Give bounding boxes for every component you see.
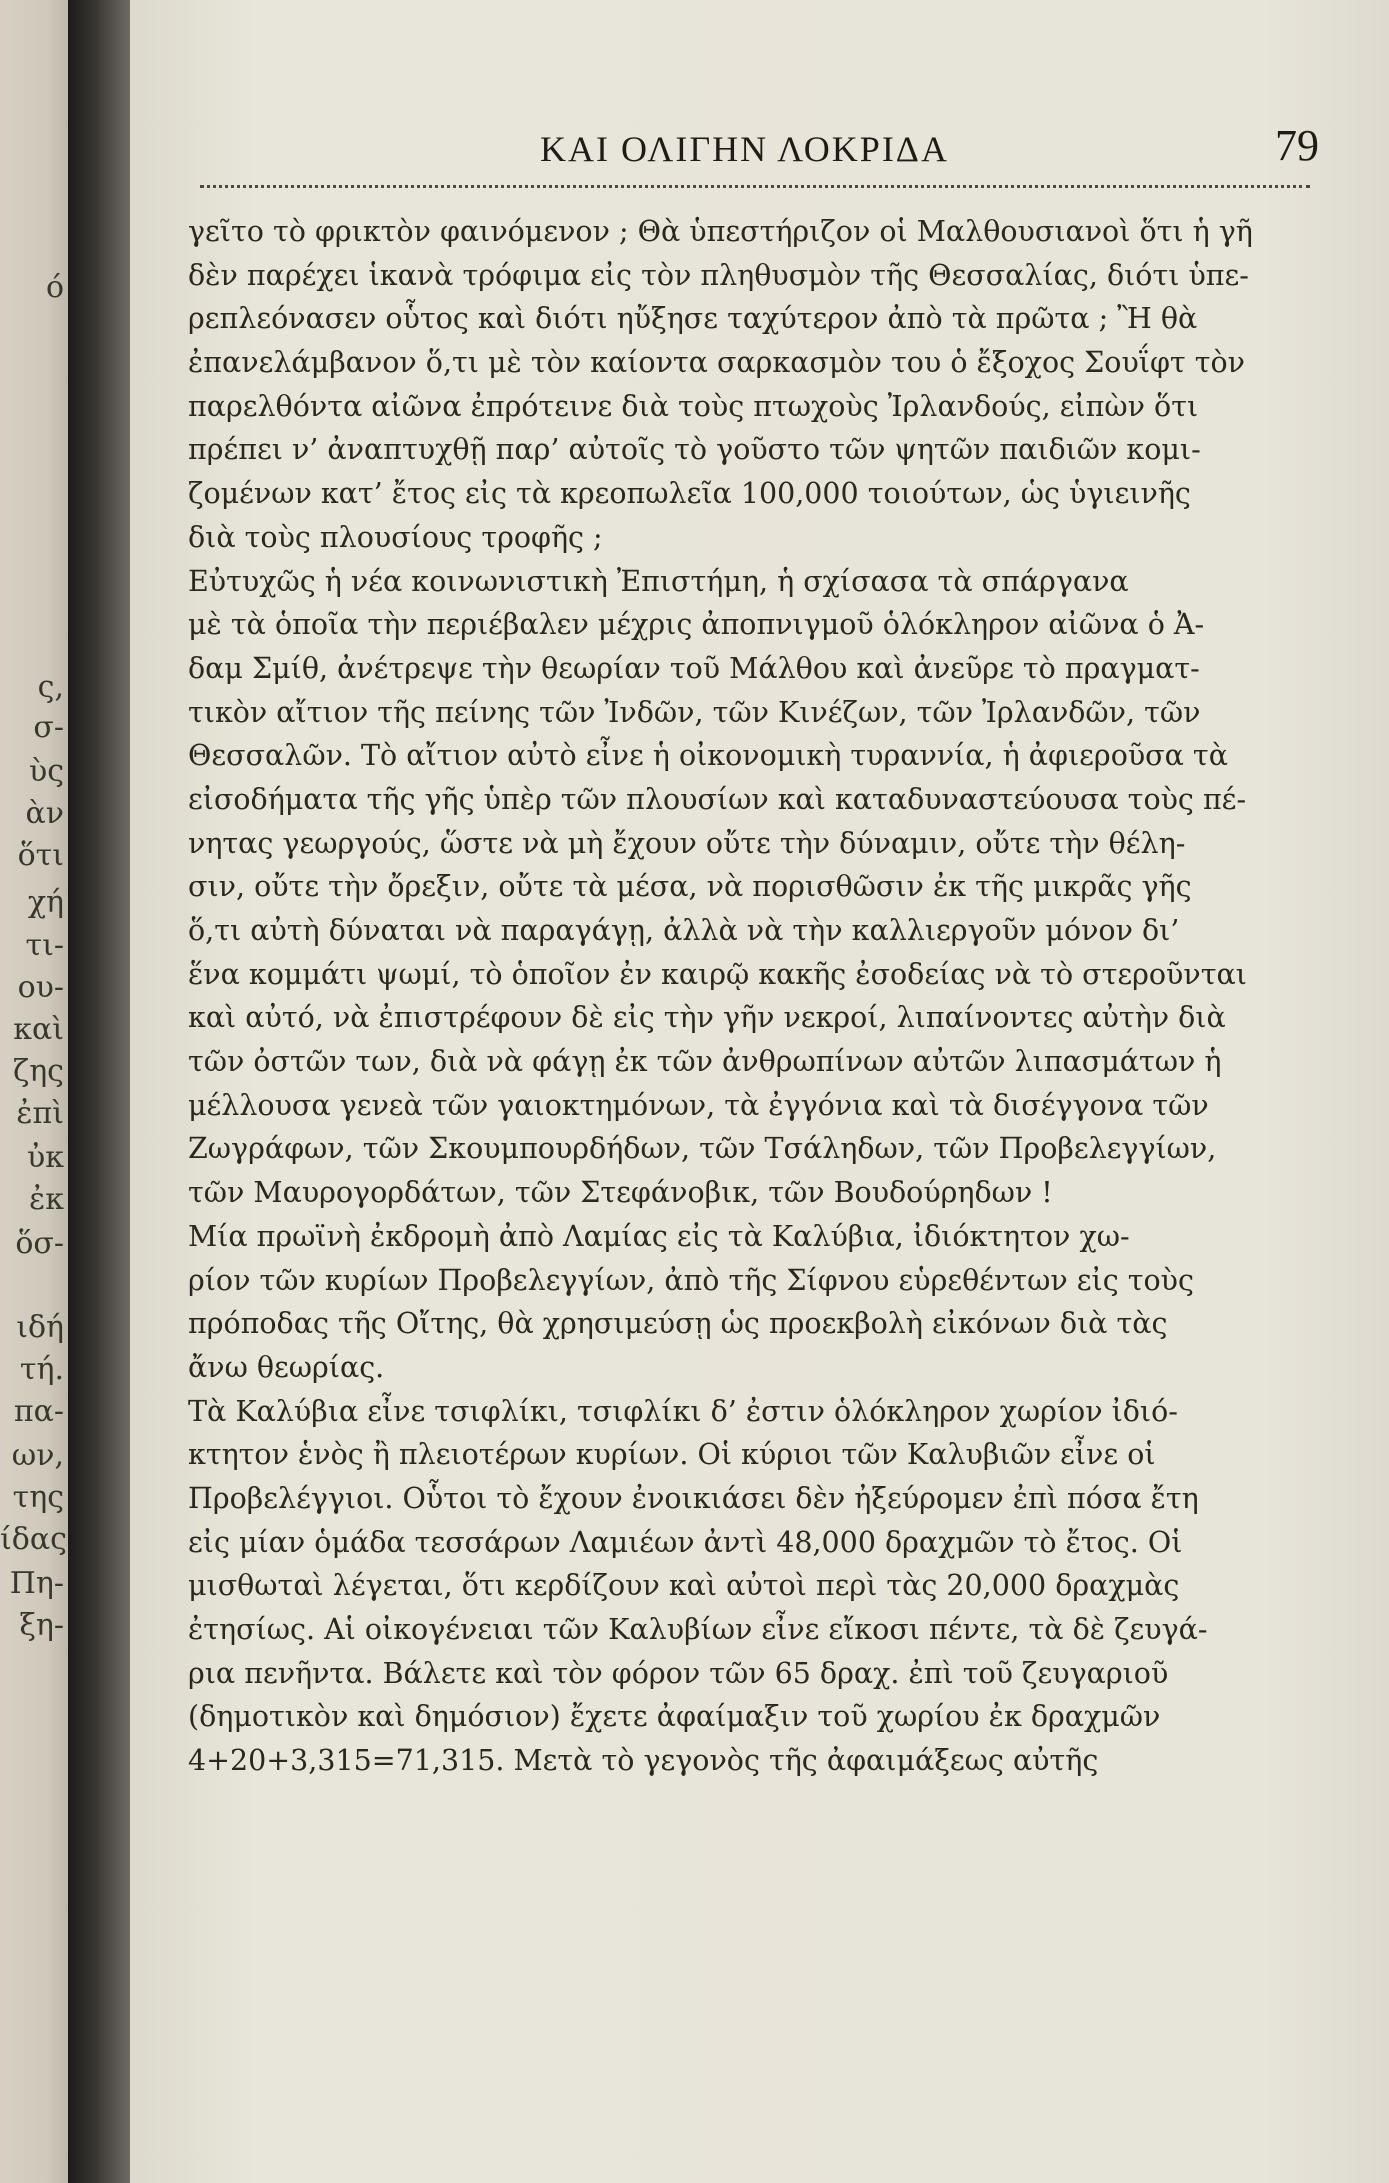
- facing-page-fragment: ων,: [11, 1438, 64, 1473]
- facing-page-fragment: χή: [27, 885, 64, 920]
- facing-page-fragment: Πη‑: [9, 1566, 64, 1601]
- facing-page-fragment: ὐκ: [27, 1140, 64, 1175]
- facing-page-fragment: ου‑: [17, 970, 64, 1005]
- text-line: Τὰ Καλύβια εἶνε τσιφλίκι, τσιφλίκι δ’ ἐστιν ὁλόκληρον χωρίον ἰδιό‑: [188, 1394, 1178, 1428]
- text-line: μισθωταὶ λέγεται, ὅτι κερδίζουν καὶ αὐτοὶ περὶ τὰς 20,000 δραχμὰς: [188, 1569, 1180, 1603]
- text-line: (δημοτικὸν καὶ δημόσιον) ἔχετε ἀφαίμαξιν τοῦ χωρίου ἐκ δραχμῶν: [188, 1700, 1161, 1734]
- running-head-title: ΚΑΙ ΟΛΙΓΗΝ ΛΟΚΡΙΔΑ: [540, 129, 949, 169]
- body-text: [188, 210, 1313, 1783]
- text-line: ὅ,τι αὐτὴ δύναται νὰ παραγάγῃ, ἀλλὰ νὰ τὴν καλλιεργοῦν μόνον δι’: [188, 914, 1180, 947]
- text-line: Προβελέγγιοι. Οὗτοι τὸ ἔχουν ἐνοικιάσει δὲν ἠξεύρομεν ἐπὶ πόσα ἔτη: [188, 1481, 1199, 1515]
- text-line: μὲ τὰ ὁποῖα τὴν περιέβαλεν μέχρις ἀποπνιγμοῦ ὁλόκληρον αἰῶνα ὁ Ἀ‑: [188, 608, 1205, 642]
- facing-page-fragment: ς,: [37, 670, 64, 705]
- text-line: ἕνα κομμάτι ψωμί, τὸ ὁποῖον ἐν καιρῷ κακῆς ἐσοδείας νὰ τὸ στεροῦνται: [188, 957, 1247, 991]
- text-line: ρια πενῆντα. Βάλετε καὶ τὸν φόρον τῶν 65 δραχ. ἐπὶ τοῦ ζευγαριοῦ: [188, 1656, 1169, 1690]
- book-gutter: [68, 0, 130, 2183]
- running-head: [230, 120, 1389, 180]
- text-line: μέλλουσα γενεὰ τῶν γαιοκτημόνων, τὰ ἐγγόνια καὶ τὰ δισέγγονα τῶν: [188, 1088, 1209, 1122]
- header-rule: [200, 185, 1310, 188]
- facing-page-edge: [0, 0, 68, 2183]
- text-line: καὶ αὐτό, νὰ ἐπιστρέφουν δὲ εἰς τὴν γῆν νεκροί, λιπαίνοντες αὐτὴν διὰ: [188, 1001, 1226, 1035]
- text-line: Ζωγράφων, τῶν Σκουμπουρδήδων, τῶν Τσάληδων, τῶν Προβελεγγίων,: [188, 1132, 1217, 1166]
- facing-page-fragment: ἐκ: [29, 1182, 64, 1217]
- facing-page-fragment: ξη‑: [19, 1608, 64, 1643]
- text-line: 4+20+3,315=71,315. Μετὰ τὸ γεγονὸς τῆς ἀφαιμάξεως αὐτῆς: [188, 1744, 1099, 1778]
- text-line: Θεσσαλῶν. Τὸ αἴτιον αὐτὸ εἶνε ἡ οἰκονομικὴ τυραννία, ἡ ἀφιεροῦσα τὰ: [188, 739, 1228, 773]
- text-line: δαμ Σμίθ, ἀνέτρεψε τὴν θεωρίαν τοῦ Μάλθου καὶ ἀνεῦρε τὸ πραγματ‑: [188, 651, 1200, 685]
- text-line: γεῖτο τὸ φρικτὸν φαινόμενον ; Θὰ ὑπεστήριζον οἱ Μαλθουσιανοὶ ὅτι ἡ γῆ: [188, 215, 1253, 248]
- facing-page-fragment: πα‑: [13, 1394, 64, 1429]
- page-number: 79: [1275, 121, 1319, 170]
- facing-page-fragment: ὺς: [28, 754, 64, 789]
- text-line: σιν, οὔτε τὴν ὄρεξιν, οὔτε τὰ μέσα, νὰ πορισθῶσιν ἐκ τῆς μικρᾶς γῆς: [188, 870, 1192, 904]
- text-line: ἐπανελάμβανον ὅ,τι μὲ τὸν καίοντα σαρκασμὸν του ὁ ἔξοχος Σουΐφτ τὸν: [188, 346, 1245, 380]
- text-line: πρόποδας τῆς Οἴτης, θὰ χρησιμεύσῃ ὡς προεκβολὴ εἰκόνων διὰ τὰς: [188, 1307, 1168, 1341]
- text-line: Εὐτυχῶς ἡ νέα κοινωνιστικὴ Ἐπιστήμη, ἡ σχίσασα τὰ σπάργανα: [188, 564, 1129, 598]
- text-line: ζομένων κατ’ ἔτος εἰς τὰ κρεοπωλεῖα 100,000 τοιούτων, ὡς ὑγιεινῆς: [188, 477, 1191, 511]
- facing-page-fragment: ὰν: [25, 796, 64, 831]
- text-line: δὲν παρέχει ἱκανὰ τρόφιμα εἰς τὸν πληθυσμὸν τῆς Θεσσαλίας, διότι ὑπε‑: [188, 258, 1249, 292]
- text-line: τικὸν αἴτιον τῆς πείνης τῶν Ἰνδῶν, τῶν Κινέζων, τῶν Ἰρλανδῶν, τῶν: [188, 695, 1201, 729]
- facing-page-fragment: ό: [45, 270, 64, 305]
- text-line: διὰ τοὺς πλουσίους τροφῆς ;: [188, 520, 603, 554]
- text-line: πρέπει ν’ ἀναπτυχθῇ παρ’ αὐτοῖς τὸ γοῦστο τῶν ψητῶν παιδιῶν κομι‑: [188, 433, 1201, 467]
- text-line: ρίον τῶν κυρίων Προβελεγγίων, ἀπὸ τῆς Σίφνου εὑρεθέντων εἰς τοὺς: [188, 1263, 1194, 1297]
- text-line: Μία πρωϊνὴ ἐκδρομὴ ἀπὸ Λαμίας εἰς τὰ Καλύβια, ἰδιόκτητον χω‑: [188, 1219, 1130, 1253]
- facing-page-fragment: ἐπὶ: [16, 1096, 64, 1131]
- facing-page-fragment: τή.: [19, 1352, 64, 1387]
- text-line: εἰς μίαν ὁμάδα τεσσάρων Λαμιέων ἀντὶ 48,000 δραχμῶν τὸ ἔτος. Οἱ: [188, 1525, 1183, 1559]
- text-line: τῶν ὀστῶν των, διὰ νὰ φάγῃ ἐκ τῶν ἀνθρωπίνων αὐτῶν λιπασμάτων ἡ: [188, 1045, 1222, 1079]
- facing-page-fragment: ζης: [12, 1054, 64, 1089]
- facing-page-fragment: ίδας: [0, 1522, 67, 1557]
- text-line: ρεπλεόνασεν οὗτος καὶ διότι ηὔξησε ταχύτερον ἀπὸ τὰ πρῶτα ; Ἢ θὰ: [188, 302, 1198, 336]
- facing-page-fragment: ὅσ‑: [15, 1226, 64, 1261]
- facing-page-fragment: της: [12, 1480, 64, 1515]
- text-line: παρελθόντα αἰῶνα ἐπρότεινε διὰ τοὺς πτωχοὺς Ἰρλανδούς, εἰπὼν ὅτι: [188, 389, 1199, 423]
- text-line: ἄνω θεωρίας.: [188, 1350, 385, 1384]
- facing-page-fragment: καὶ: [13, 1012, 64, 1047]
- text-line: νητας γεωργούς, ὥστε νὰ μὴ ἔχουν οὔτε τὴν δύναμιν, οὔτε τὴν θέλη‑: [188, 826, 1186, 860]
- facing-page-fragment: τι‑: [25, 928, 64, 963]
- facing-page-fragment: ιδή: [16, 1310, 64, 1345]
- text-line: τῶν Μαυρογορδάτων, τῶν Στεφάνοβικ, τῶν Βουδούρηδων !: [188, 1176, 1053, 1210]
- text-line: εἰσοδήματα τῆς γῆς ὑπὲρ τῶν πλουσίων καὶ καταδυναστεύουσα τοὺς πέ‑: [188, 782, 1247, 816]
- text-line: ἐτησίως. Αἱ οἰκογένειαι τῶν Καλυβίων εἶνε εἴκοσι πέντε, τὰ δὲ ζευγά‑: [188, 1613, 1208, 1646]
- facing-page-fragment: ὅτι: [17, 838, 64, 873]
- facing-page-fragment: σ‑: [33, 710, 64, 745]
- text-line: κτητον ἑνὸς ἢ πλειοτέρων κυρίων. Οἱ κύριοι τῶν Καλυβιῶν εἶνε οἱ: [188, 1438, 1156, 1472]
